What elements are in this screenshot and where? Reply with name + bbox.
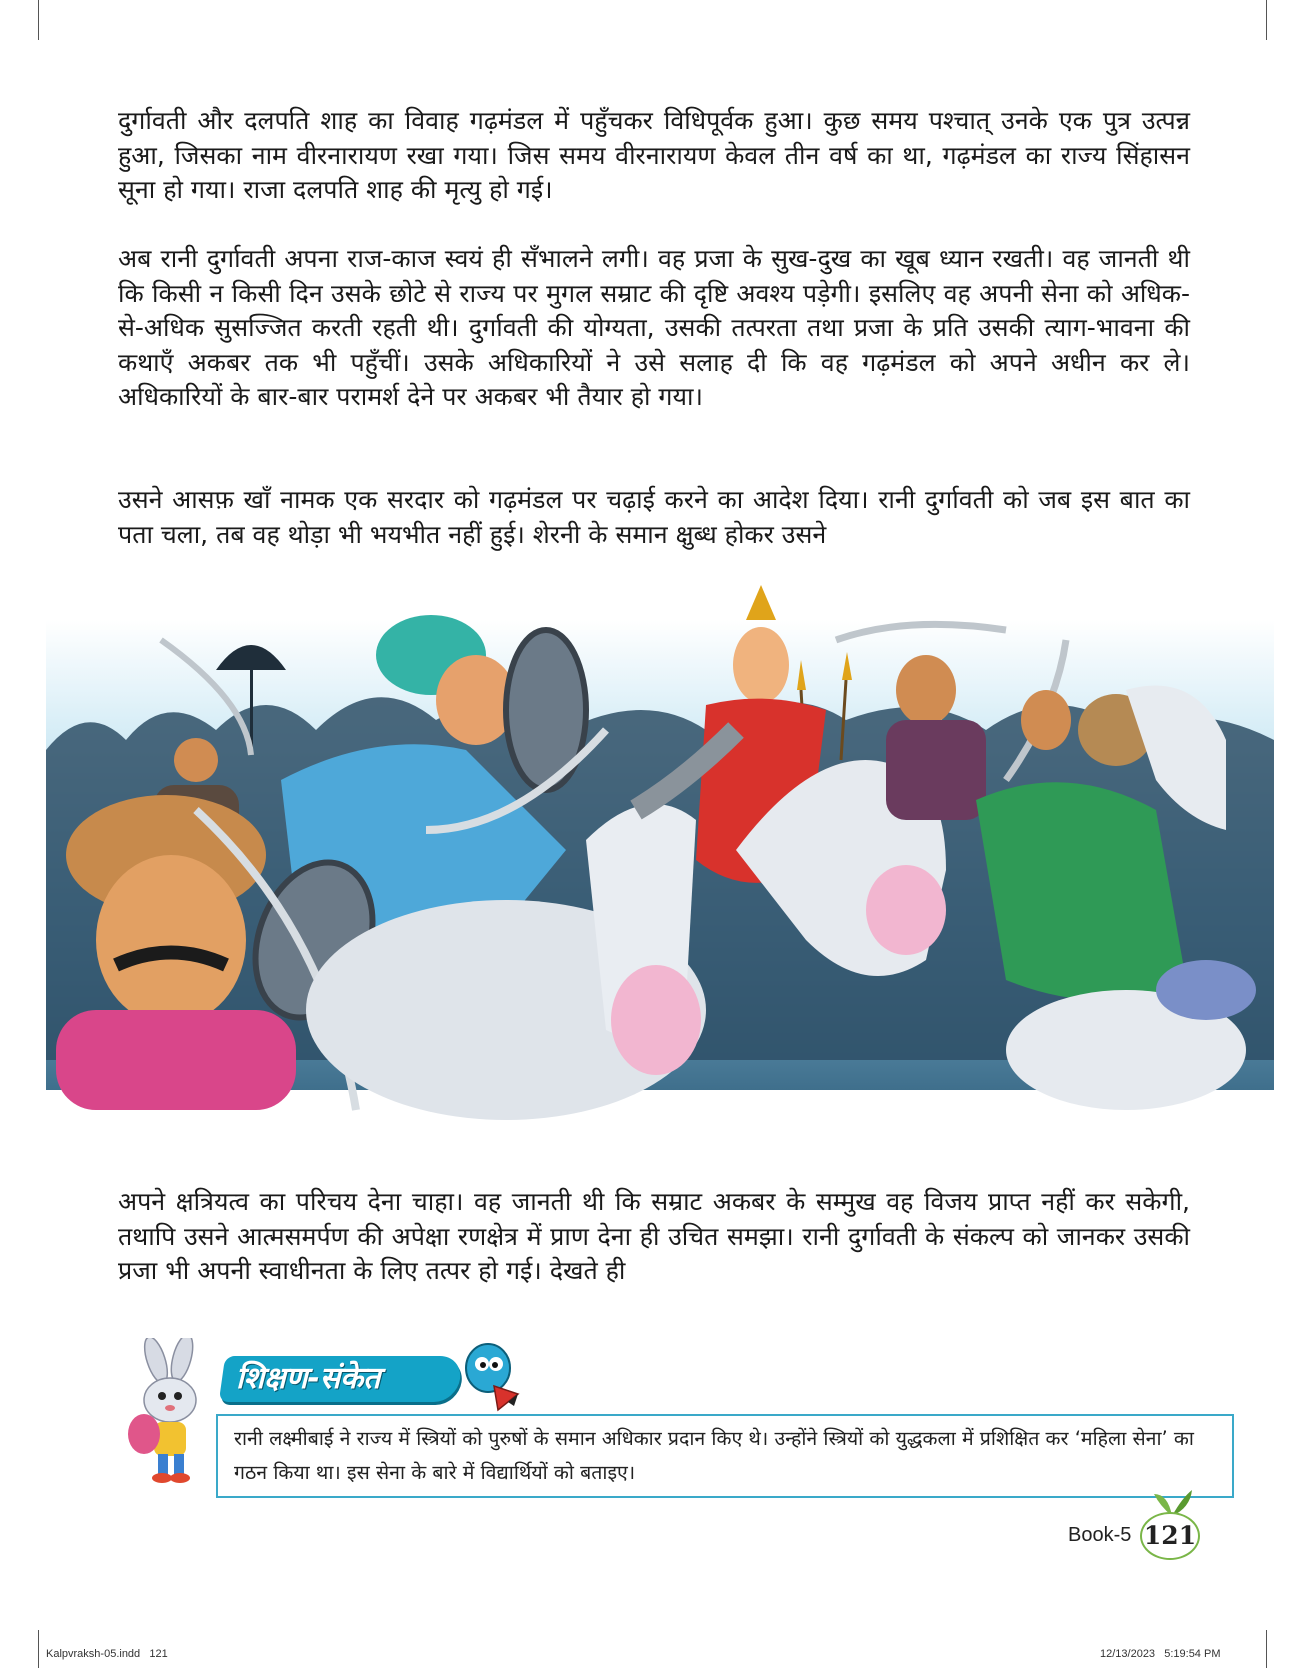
paragraph-2: अब रानी दुर्गावती अपना राज-काज स्वयं ही सँभालने लगी। वह प्रजा के सुख-दुख का खूब ध्यान रखती। वह जानती थी कि किसी न किसी दिन उसके छोटे से राज्य पर मुगल सम्राट की दृष्टि अवश्य पड़ेगी। इसलिए वह अपनी सेना को अधिक-से-अधिक सुसज्जित करती रहती थी। दुर्गावती की योग्यता, उसकी तत्परता तथा प्रजा के प्रति उसकी त्याग-भावना की कथाएँ अकबर तक भी पहुँचीं। उसके अधिकारियों ने उसे सलाह दी कि वह गढ़मंडल को अपने अधीन कर ले। अधिकारियों के बार-बार परामर्श देने पर अकबर भी तैयार हो गया।: [118, 244, 1190, 411]
pencil-mascot-icon: [458, 1336, 528, 1416]
paragraph-1: दुर्गावती और दलपति शाह का विवाह गढ़मंडल में पहुँचकर विधिपूर्वक हुआ। कुछ समय पश्चात् उनके एक पुत्र उत्पन्न हुआ, जिसका नाम वीरनारायण रखा गया। जिस समय वीरनारायण केवल तीन वर्ष का था, गढ़मंडल का राज्य सिंहासन सूना हो गया। राजा दलपति शाह की मृत्यु हो गई।: [118, 106, 1190, 204]
crop-mark-top-right: [1266, 0, 1267, 40]
crop-mark-bottom-right: [1266, 1630, 1267, 1668]
crop-mark-bottom-left: [38, 1630, 39, 1668]
bunny-mascot-icon: [118, 1338, 218, 1486]
teaching-tip-box: रानी लक्ष्मीबाई ने राज्य में स्त्रियों को पुरुषों के समान अधिकार प्रदान किए थे। उन्होंने स्त्रियों को युद्धकला में प्रशिक्षित कर ‘महिला सेना’ का गठन किया था। इस सेना के बारे में विद्यार्थियों को बताइए।: [216, 1414, 1234, 1498]
footer-file-info: Kalpvraksh-05.indd 121: [46, 1648, 168, 1660]
teaching-tip-title: शिक्षण-संकेत: [236, 1361, 381, 1396]
paragraph-3: उसने आसफ़ खाँ नामक एक सरदार को गढ़मंडल पर चढ़ाई करने का आदेश दिया। रानी दुर्गावती को जब इस बात का पता चला, तब वह थोड़ा भी भयभीत नहीं हुई। शेरनी के समान क्षुब्ध होकर उसने: [118, 485, 1190, 549]
page-number: 121: [1140, 1512, 1200, 1560]
crop-mark-top-left: [38, 0, 39, 40]
battle-illustration: [46, 580, 1274, 1135]
paragraph-4: अपने क्षत्रियत्व का परिचय देना चाहा। वह जानती थी कि सम्राट अकबर के सम्मुख वह विजय प्राप्त नहीं कर सकेगी, तथापि उसने आत्मसमर्पण की अपेक्षा रणक्षेत्र में प्राण देना ही उचित समझा। रानी दुर्गावती के संकल्प को जानकर उसकी प्रजा भी अपनी स्वाधीनता के लिए तत्पर हो गई। देखते ही: [118, 1187, 1190, 1285]
footer-timestamp: 12/13/2023 5:19:54 PM: [1100, 1648, 1221, 1660]
book-label: Book-5: [1068, 1524, 1132, 1546]
